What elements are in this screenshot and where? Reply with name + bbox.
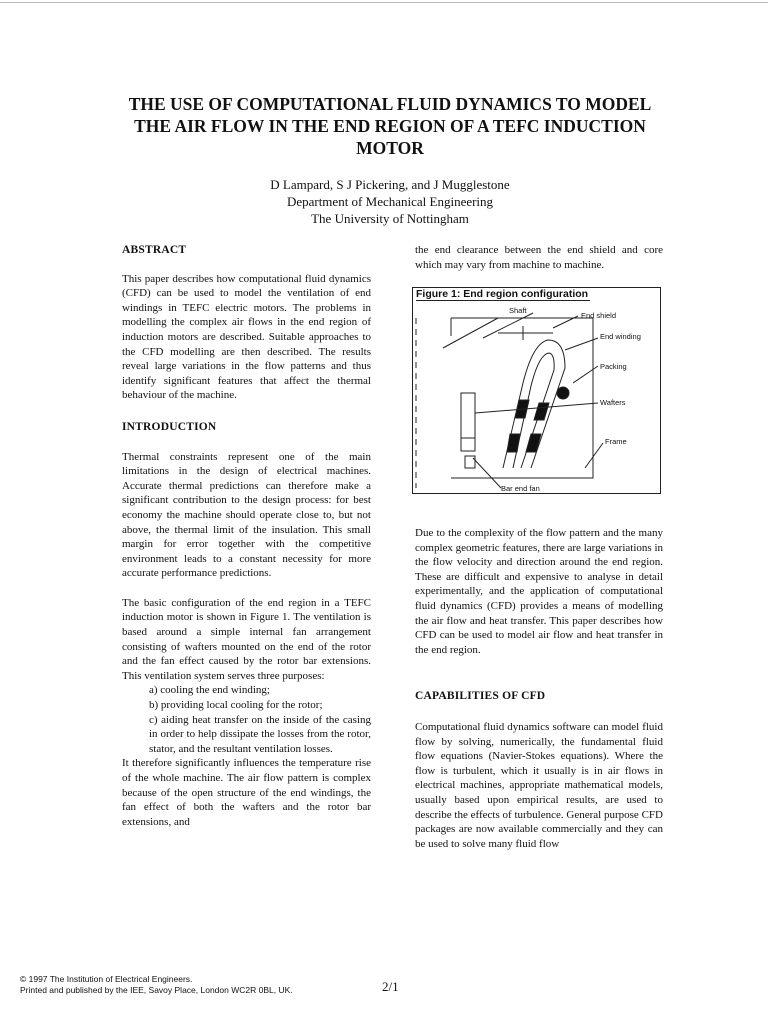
title-line-1: THE USE OF COMPUTATIONAL FLUID DYNAMICS TO MODEL <box>128 94 652 114</box>
label-wafters: Wafters <box>600 398 626 407</box>
core-block <box>465 456 475 468</box>
packing-block <box>526 434 541 452</box>
list-item: a) cooling the end winding; <box>149 684 270 697</box>
figure-caption: Figure 1: End region configuration <box>416 288 589 300</box>
paper-title <box>100 93 680 159</box>
label-frame: Frame <box>605 437 627 446</box>
list-item: b) providing local cooling for the rotor; <box>149 699 323 712</box>
label-end-shield: End shield <box>581 311 617 320</box>
authors: D Lampard, S J Pickering, and J Mugglestone <box>270 177 510 192</box>
label-bar-end-fan: Bar end fan <box>501 484 540 493</box>
right-column-bottom <box>415 526 663 851</box>
purpose-list <box>122 683 371 756</box>
figure-1 <box>412 287 661 494</box>
label-end-winding: End winding <box>600 332 641 341</box>
end-shield-outline <box>451 318 593 478</box>
abstract-heading: ABSTRACT <box>122 244 187 256</box>
leader-shaft <box>483 313 533 338</box>
leader-packing <box>573 366 598 383</box>
packing-block <box>507 434 520 452</box>
copyright: © 1997 The Institution of Electrical Engineers. <box>20 974 193 984</box>
rotor-block <box>461 393 475 451</box>
left-column <box>122 243 371 829</box>
footer <box>20 974 293 996</box>
introduction-paragraph-3: It therefore significantly influences the temperature rise of the whole machine. The air flow pattern is complex because of the open structure of the end windings, the fan effect of both the wafters and the rotor bar extensions, and <box>122 757 371 828</box>
continuation-text: the end clearance between the end shield and core which may vary from machine to machine. <box>415 244 663 271</box>
author-block <box>150 176 630 227</box>
packing-knob <box>557 387 569 399</box>
title-line-3: MOTOR <box>356 138 424 158</box>
page-number: 2/1 <box>382 979 399 994</box>
packing-block <box>534 403 549 420</box>
cfd-paragraph: Computational fluid dynamics software can model fluid flow by solving, numerically, the fundamental fluid flow equations (Navier-Stokes equations). Where the flow is turbulent, which it usually is in air flows in electrical machines, appropriate mathematical models, usually based upon empirical results, are used to describe the effects of turbulence. General purpose CFD packages are now available commercially and they can be used to solve many fluid flow <box>415 720 663 850</box>
complexity-paragraph: Due to the complexity of the flow pattern and the many complex geometric features, there are large variations in the flow velocity and direction around the end region. These are difficult and expensive to analyse in detail experimentally, and the application of computational fluid dynamics (CFD) provides a means of modelling the air flow and heat transfer. This paper describes how CFD can be used to model air flow and heat transfer in the end region. <box>415 527 663 656</box>
title-line-2: THE AIR FLOW IN THE END REGION OF A TEFC INDUCTION <box>134 116 646 136</box>
label-shaft: Shaft <box>509 306 527 315</box>
end-region-diagram <box>413 288 660 493</box>
introduction-heading: INTRODUCTION <box>122 420 217 433</box>
leader-frame <box>585 443 603 468</box>
list-item: c) aiding heat transfer on the inside of the casing in order to help dissipate the losses from the rotor, stator, and the resultant ventilation losses. <box>149 713 371 755</box>
introduction-paragraph-2: The basic configuration of the end region in a TEFC induction motor is shown in Figure 1. The ventilation is based around a simple internal fan arrangement consisting of wafters mounted on the end of the rotor and the fan effect caused by the rotor bar extensions. This ventilation system serves three purposes: <box>122 596 371 682</box>
label-packing: Packing <box>600 362 627 371</box>
publisher: Printed and published by the IEE, Savoy Place, London WC2R 0BL, UK. <box>20 985 293 995</box>
right-column-top <box>415 243 663 272</box>
department: Department of Mechanical Engineering <box>286 194 494 209</box>
university: The University of Nottingham <box>311 211 469 226</box>
abstract-text: This paper describes how computational fluid dynamics (CFD) can be used to model the ventilation of end windings in TEFC electric motors. The problems in modelling the complex air flows in the end region of induction motors are described. Suitable approaches to the CFD modelling are then described. The results reveal large variations in the flow patterns and thus identify significant features that affect the thermal behaviour of the machine. <box>122 272 371 402</box>
introduction-paragraph-1: Thermal constraints represent one of the main limitations in the design of electrical machines. Accurate thermal predictions can therefore make a significant contribution to the design process: for best economy the machine should operate close to, but not above, the thermal limit of the insulation. This small margin for error together with the competitive environment leads to a constant necessity for more accurate performance predictions. <box>122 450 371 580</box>
cfd-heading: CAPABILITIES OF CFD <box>415 690 546 703</box>
leader-bar-end-fan <box>473 458 501 488</box>
top-rule <box>0 2 768 3</box>
